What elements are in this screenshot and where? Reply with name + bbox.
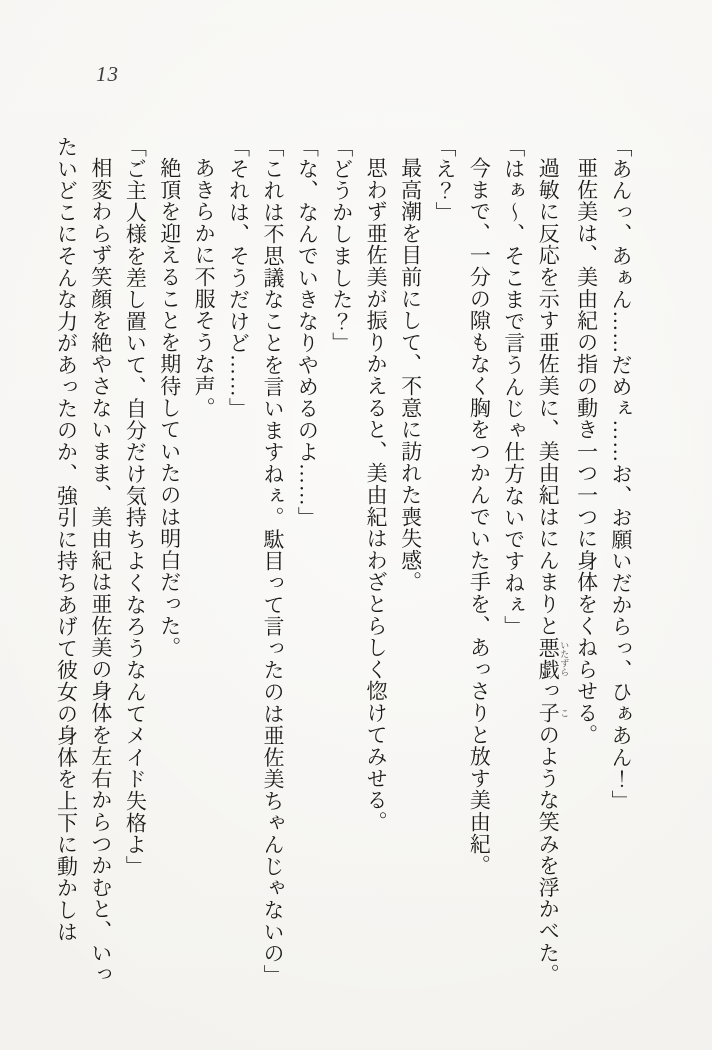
paragraph-9: 「どうかしました？」 xyxy=(329,136,354,354)
paragraph-5: 今まで、一分の隙もなく胸をつかんでいた手を、あっさりと放す美由紀。 xyxy=(467,157,492,877)
page-number: 13 xyxy=(96,62,119,86)
furigana-ruby: 悪戯 いたずら xyxy=(536,636,570,681)
paragraph-15: 「ご主人様を差し置いて、自分だけ気持ちよくなろうなんてメイド失格よ」 xyxy=(123,136,148,878)
paragraph-2: 亜佐美は、美由紀の指の動き一つ一つに身体をくねらせる。 xyxy=(574,157,599,746)
paragraph-16: 相変わらず笑顔を絶やさないまま、美由紀は亜佐美の身体を左右からつかむと、いったいどこにそんな力があったのか、強引に持ちあげて彼女の身体を上下に動かしは xyxy=(54,136,113,986)
paragraph-14: 絶頂を迎えることを期待していたのは明白だった。 xyxy=(157,157,182,659)
paragraph-4: 「はぁ～、そこまで言うんじゃ仕方ないですねぇ」 xyxy=(501,136,526,638)
novel-text xyxy=(50,136,638,996)
paragraph-13: あきらかに不服そうな声。 xyxy=(192,157,217,419)
paragraph-10: 「な、なんでいきなりやめるのよ……」 xyxy=(295,136,320,529)
paragraph-1: 「あんっ、あぁん……だめぇ……お、お願いだからっ、ひぁあん！」 xyxy=(609,136,633,812)
furigana-ruby: 子 こ xyxy=(536,702,570,724)
paragraph-7: 最高潮を目前にして、不意に訪れた喪失感。 xyxy=(398,157,423,593)
paragraph-6: 「え？」 xyxy=(432,136,457,224)
paragraph-11: 「これは不思議なことを言いますねぇ。駄目って言ったのは亜佐美ちゃんじゃないの」 xyxy=(260,136,285,987)
paragraph-12: 「それは、そうだけど……」 xyxy=(226,136,251,420)
paragraph-3: 過敏に反応を示す亜佐美に、美由紀はにんまりと悪戯 いたずらっ子 このような笑みを浮かべた。 xyxy=(536,157,570,986)
paragraph-8: 思わず亜佐美が振りかえると、美由紀はわざとらしく惚けてみせる。 xyxy=(364,157,389,833)
